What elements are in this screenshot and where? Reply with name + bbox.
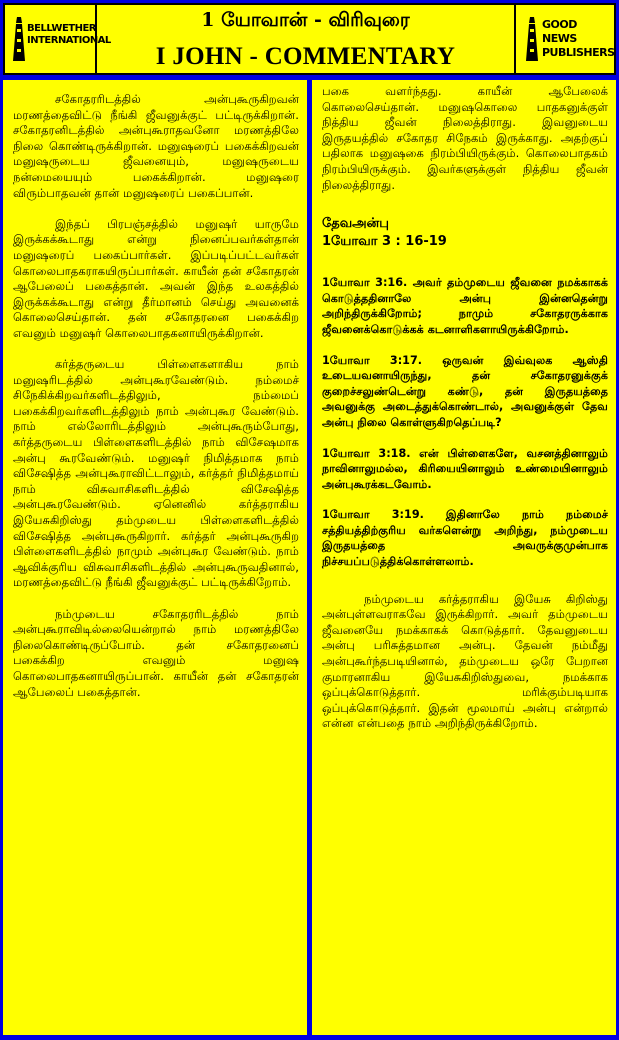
paragraph: பகை வளர்ந்தது. காயீன் ஆபேலைக் கொலைசெய்தான். மனுஷகொலை பாதகனுக்குள் நித்திய ஜீவன் நிலைத்திராது. இவனுடைய இருதயத்தில் சகோதர சிநேகம் இருக்காது. அதற்குப் பதிலாக மனுஷகை நிரம்பியிருக்கும். கொலைபாதகம் நிரம்பியிருக்கும். இவர்களுக்குள் நித்திய ஜீவன் நிலைத்திராது.: [322, 84, 608, 192]
page-header: [3, 3, 616, 75]
left-logo-line2: INTERNATIONAL: [27, 35, 111, 46]
section-heading-reference: 1யோவா 3 : 16-19: [322, 234, 447, 250]
page-title-english: I JOHN - COMMENTARY: [155, 43, 456, 70]
verse: 1யோவா 3:17. ஒருவன் இவ்வுலக ஆஸ்தி உடையவனாயிருந்து, தன் சகோதரனுக்குக் குறைச்சலுண்டென்று கண்டு, தன் இருதயத்தை அவனுக்கு அடைத்துக்கொண்டால், அவனுக்குள் தேவ அன்பு நிலை கொள்ளுகிறதெப்படி?: [322, 353, 608, 429]
good-news-logo: [514, 5, 614, 73]
paragraph: கர்த்தருடைய பிள்ளைகளாகிய நாம் மனுஷரிடத்தில் அன்புகூரவேண்டும். நம்மைச் சிநேகிக்கிறவர்களிடத்திலும், நம்மைப் பகைக்கிறவர்களிடத்திலும் நாம் அன்புகூர வேண்டும். நாம் எல்லோரிடத்திலும் அன்புகூரும்போது, கர்த்தருடைய பிள்ளைகளிடத்தில் நாம் விசேஷமாக அன்பு கூரவேண்டும். மனுஷர் நிமித்தமாக நாம் விசேஷித்த அன்புகூராவிட்டாலும், கர்த்தர் நிமித்தமாய் நாம் விசுவாசிகளிடத்தில் விசேஷித்த அன்புகூரவேண்டும். ஏனெனில் கர்த்தராகிய இயேசுகிறிஸ்து தம்முடைய பிள்ளைகளிடத்தில் விசேஷித்த அன்புகூருகிறார். கர்த்தர் அன்புகூருகிற பிள்ளைகளிடத்தில் நாமும் அன்புகூர வேண்டும். நாம் ஆவிக்குரிய விசுவாசிகளிடத்தில் அன்புகூருவதினால், மரணத்தைவிட்டு நீங்கி ஜீவனுக்குட் பட்டிருக்கிறோம்.: [13, 357, 299, 590]
right-column: [312, 80, 616, 1035]
paragraph: இந்தப் பிரபஞ்சத்தில் மனுஷர் யாருமே இருக்கக்கூடாது என்று நினைப்பவர்கள்தான் மனுஷரைப் பகைப்பார்கள். இப்படிப்பட்டவர்கள் கொலைபாதகராகயிருப்பார்கள். காயீன் தன் சகோதரன் ஆபேலைப் பகைத்தான். அவன் இந்த உலகத்தில் இருக்கக்கூடாது என்று தீர்மானம் செய்து அவனைக் கொலைசெய்தான். தன் சகோதரனை பகைக்கிற எவனும் மனுஷர் கொலைபாதகனாயிருக்கிறான்.: [13, 216, 299, 340]
left-column: [3, 80, 307, 1035]
verse: 1யோவா 3:19. இதினாலே நாம் நம்மைச் சத்தியத்திற்குரிய வர்களென்று அறிந்து, நம்முடைய இருதயத்தை அவருக்குமுன்பாக நிச்சயப்படுத்திக்கொள்ளலாம்.: [322, 508, 608, 569]
verse: 1யோவா 3:18. என் பிள்ளைகளே, வசனத்தினாலும் நாவினாலுமல்ல, கிரியையினாலும் உண்மையினாலும் அன்புகூரக்கடவோம்.: [322, 446, 608, 491]
page-title-tamil: 1 யோவான் - விரிவுரை: [201, 9, 410, 31]
lighthouse-icon: [11, 15, 27, 63]
paragraph: சகோதரரிடத்தில் அன்புகூருகிறவன் மரணத்தைவிட்டு நீங்கி ஜீவனுக்குட் பட்டிருக்கிறான். சகோதரனிடத்தில் அன்புகூராதவனோ மரணத்திலே நிலை கொண்டிருக்கிறான். மனுஷரைப் பகைக்கிறவன் மனுஷருடைய ஜீவனையும், மனுஷருடைய நன்மையையும் பகைக்கிறான். மனுஷரை விரும்பாதவன் தான் மனுஷரைப் பகைப்பான்.: [13, 92, 299, 200]
paragraph: நம்முடைய சகோதரரிடத்தில் நாம் அன்புகூராவிடில்லையென்றால் நாம் மரணத்திலே நிலைகொண்டிருப்போம். தன் சகோதரனைப் பகைக்கிற எவனும் மனுஷ கொலைபாதகனாயிருப்பான். காயீன் தன் சகோதரன் ஆபேலைப் பகைத்தான்.: [13, 606, 299, 699]
paragraph: நம்முடைய கர்த்தராகிய இயேசு கிறிஸ்து அன்புள்ளவராகவே இருக்கிறார். அவர் தம்முடைய ஜீவனையே நமக்காகக் கொடுத்தார். தேவனுடைய அன்பு பரிசுத்தமான அன்பு. தேவன் நம்மீது அன்புகூர்ந்தபடியினால், தம்முடைய ஒரே பேறான குமாரனாகிய இயேசுகிறிஸ்துவை, நமக்காக ஒப்புக்கொடுத்தார். மரிக்கும்படியாக ஒப்புக்கொடுத்தார். இதன் மூலமாய் அன்பு என்றால் என்ன என்பதை நாம் அறிந்திருக்கிறோம்.: [322, 591, 608, 731]
right-logo-line2: PUBLISHERS: [542, 46, 615, 59]
verse: 1யோவா 3:16. அவர் தம்முடைய ஜீவனை நமக்காகக் கொடுத்ததினாலே அன்பு இன்னதென்று அறிந்திருக்கிறோம்; நாமும் சகோதரருக்காக ஜீவனைக்கொடுக்கக் கடனாளிகளாயிருக்கிறோம்.: [322, 276, 608, 336]
lighthouse-icon: [524, 15, 540, 63]
section-heading-title: தேவஅன்பு: [322, 216, 389, 232]
section-heading: [322, 215, 608, 251]
right-logo-line1: GOOD NEWS: [542, 18, 577, 45]
bellwether-logo: [5, 5, 111, 73]
left-logo-line1: BELLWETHER: [27, 23, 97, 34]
